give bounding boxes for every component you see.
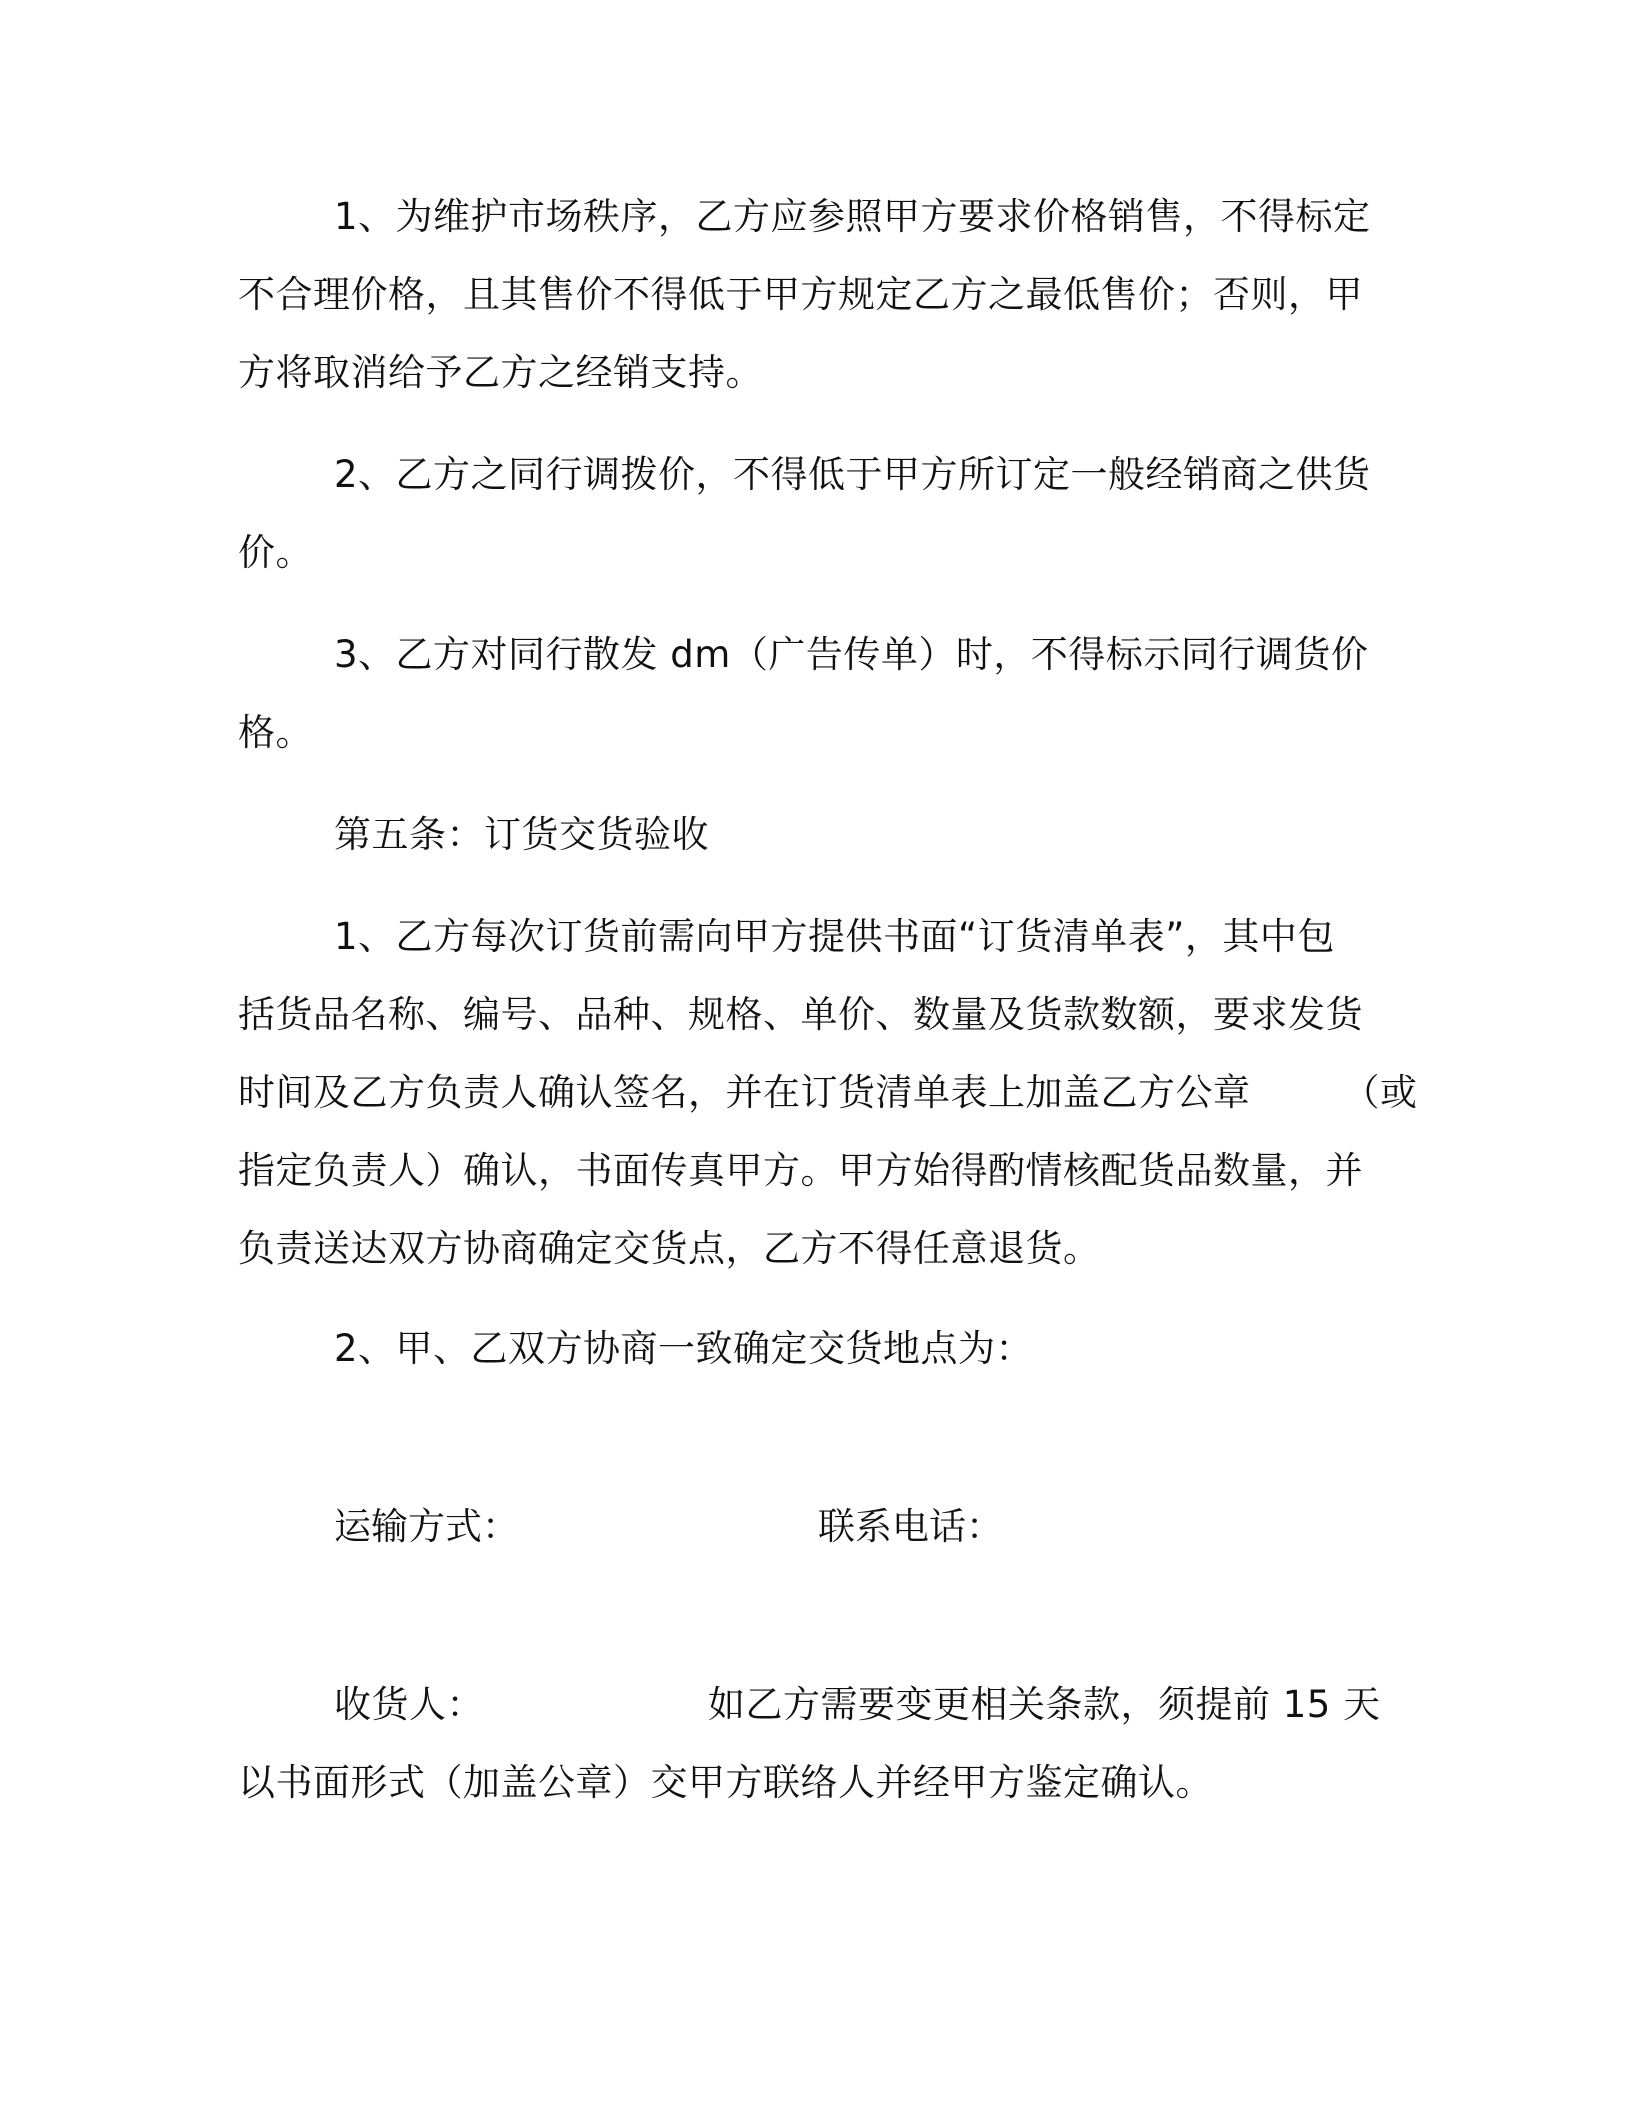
text-line: 价。 <box>238 531 313 574</box>
text-line: 括货品名称、编号、品种、规格、单价、数量及货款数额，要求发货 <box>238 993 1363 1036</box>
text-line: 以书面形式（加盖公章）交甲方联络人并经甲方鉴定确认。 <box>238 1761 1213 1804</box>
transport-label: 运输方式： <box>334 1505 519 1548</box>
paragraph-transfer-price <box>238 436 1388 592</box>
text-line: 不合理价格，且其售价不得低于甲方规定乙方之最低售价；否则，甲 <box>238 273 1363 316</box>
section-heading-article-5 <box>238 796 1388 874</box>
text-line: 格。 <box>238 711 313 754</box>
phone-label: 联系电话： <box>818 1505 1003 1548</box>
paragraph-receiver-changes <box>238 1666 1388 1822</box>
text-line: 1、乙方每次订货前需向甲方提供书面“订货清单表”，其中包 <box>334 915 1335 958</box>
text-segment: （或 <box>1342 1071 1418 1114</box>
text-line: 方将取消给予乙方之经销支持。 <box>238 351 763 394</box>
heading-text: 第五条：订货交货验收 <box>334 813 709 856</box>
paragraph-price-order <box>238 178 1388 412</box>
text-line: 2、乙方之同行调拨价，不得低于甲方所订定一般经销商之供货 <box>334 453 1371 496</box>
text-line: 3、乙方对同行散发 dm（广告传单）时，不得标示同行调货价 <box>334 633 1369 676</box>
text-segment: 时间及乙方负责人确认签名，并在订货清单表上加盖乙方公章 <box>238 1071 1251 1114</box>
field-row-transport-phone <box>334 1488 1003 1566</box>
text-line: 指定负责人）确认，书面传真甲方。甲方始得酌情核配货品数量，并 <box>238 1149 1363 1192</box>
text-line: 1、为维护市场秩序，乙方应参照甲方要求价格销售，不得标定 <box>334 195 1371 238</box>
text-line <box>238 1666 1388 1744</box>
paragraph-order-list <box>238 898 1418 1288</box>
paragraph-dm-flyer <box>238 616 1388 772</box>
text-segment: 如乙方需要变更相关条款，须提前 15 天 <box>708 1683 1381 1726</box>
text-line <box>238 1054 1418 1132</box>
receiver-label: 收货人： <box>334 1683 484 1726</box>
paragraph-delivery-location <box>238 1310 1388 1388</box>
text-line: 2、甲、乙双方协商一致确定交货地点为： <box>334 1327 1034 1370</box>
text-line: 负责送达双方协商确定交货点，乙方不得任意退货。 <box>238 1227 1101 1270</box>
